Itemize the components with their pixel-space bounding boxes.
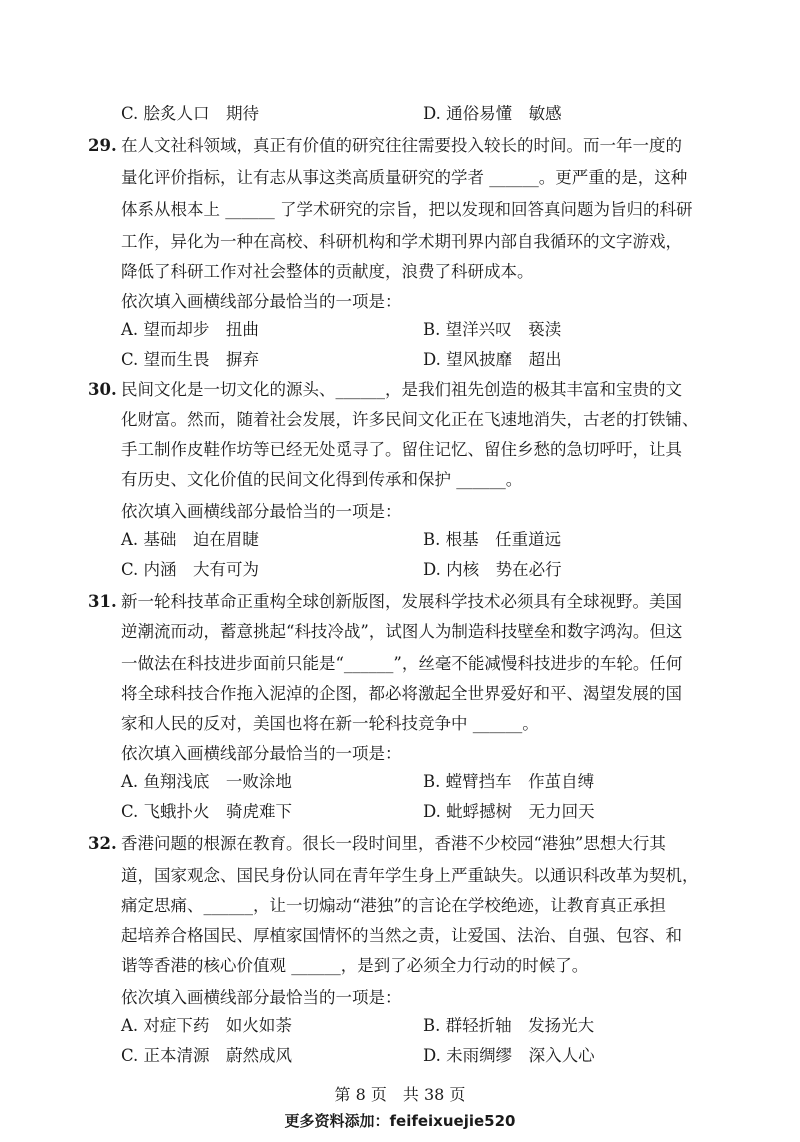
question-31-line: 一做法在科技进步面前只能是“______”，丝毫不能减慢科技进步的车轮。任何: [121, 654, 683, 673]
question-29-line: 体系从根本上 ______ 了学术研究的宗旨，把以发现和回答真问题为旨归的科研: [121, 200, 693, 219]
question-number-31: 31.: [88, 592, 117, 611]
question-29-line: 在人文社科领域，真正有价值的研究往往需要投入较长的时间。而一年一度的: [121, 136, 682, 155]
question-32-line: 道，国家观念、国民身份认同在青年学生身上严重缺失。以通识科改革为契机，: [121, 866, 699, 885]
question-30-option-c: C. 内涵 大有可为: [121, 560, 260, 579]
question-30-line: 有历史、文化价值的民间文化得到传承和保护 ______。: [121, 470, 523, 489]
question-30-line: 化财富。然而，随着社会发展，许多民间文化正在飞速地消失，古老的打铁铺、: [121, 410, 699, 429]
question-31-line: 将全球科技合作拖入泥淖的企图，都必将激起全世界爱好和平、渴望发展的国: [121, 684, 682, 703]
question-32-option-c: C. 正本清源 蔚然成风: [121, 1046, 293, 1065]
question-29-option-c: C. 望而生畏 摒弃: [121, 350, 260, 369]
question-30-option-a: A. 基础 迫在眉睫: [121, 530, 259, 549]
question-30-prompt: 依次填入画横线部分最恰当的一项是：: [121, 502, 402, 521]
question-31-option-b: B. 螳臂挡车 作茧自缚: [423, 772, 595, 791]
question-number-30: 30.: [88, 380, 117, 399]
question-29-prompt: 依次填入画横线部分最恰当的一项是：: [121, 292, 402, 311]
question-31-line: 家和人民的反对，美国也将在新一轮科技竞争中 ______。: [121, 714, 539, 733]
prev-option-d: D. 通俗易懂 敏感: [423, 104, 562, 123]
question-number-32: 32.: [88, 834, 117, 853]
question-30-line: 手工制作皮鞋作坊等已经无处觅寻了。留住记忆、留住乡愁的急切呼吁，让具: [121, 440, 682, 459]
question-number-29: 29.: [88, 136, 117, 155]
question-32-option-b: B. 群轻折轴 发扬光大: [423, 1016, 595, 1035]
question-31-line: 逆潮流而动，蓄意挑起“科技冷战”，试图人为制造科技壁垒和数字鸿沟。但这: [121, 622, 683, 641]
question-30-option-d: D. 内核 势在必行: [423, 560, 562, 579]
question-32-option-a: A. 对症下药 如火如荼: [121, 1016, 292, 1035]
question-32-option-d: D. 未雨绸缪 深入人心: [423, 1046, 595, 1065]
question-32-prompt: 依次填入画横线部分最恰当的一项是：: [121, 988, 402, 1007]
question-29-option-d: D. 望风披靡 超出: [423, 350, 562, 369]
question-30-option-b: B. 根基 任重道远: [423, 530, 562, 549]
question-31-option-d: D. 蚍蜉撼树 无力回天: [423, 802, 595, 821]
question-32-line: 痛定思痛、______，让一切煽动“港独”的言论在学校绝迹，让教育真正承担: [121, 896, 666, 915]
question-32-line: 起培养合格国民、厚植家国情怀的当然之责，让爱国、法治、自强、包容、和: [121, 926, 682, 945]
question-29-line: 工作，异化为一种在高校、科研机构和学术期刊界内部自我循环的文字游戏，: [121, 232, 682, 251]
question-31-option-a: A. 鱼翔浅底 一败涂地: [121, 772, 292, 791]
question-31-prompt: 依次填入画横线部分最恰当的一项是：: [121, 744, 402, 763]
question-31-option-c: C. 飞蛾扑火 骑虎难下: [121, 802, 293, 821]
prev-option-c: C. 脍炙人口 期待: [121, 104, 260, 123]
question-29-option-b: B. 望洋兴叹 亵渎: [423, 320, 562, 339]
question-32-line: 谐等香港的核心价值观 ______，是到了必须全力行动的时候了。: [121, 956, 589, 975]
footer-note: 更多资料添加：feifeixuejie520: [284, 1112, 516, 1130]
page-number: 第 8 页 共 38 页: [334, 1085, 466, 1104]
question-32-line: 香港问题的根源在教育。很长一段时间里，香港不少校园“港独”思想大行其: [121, 834, 666, 853]
question-29-option-a: A. 望而却步 扭曲: [121, 320, 259, 339]
question-29-line: 量化评价指标，让有志从事这类高质量研究的学者 ______。更严重的是，这种: [121, 168, 688, 187]
question-30-line: 民间文化是一切文化的源头、______，是我们祖先创造的极其丰富和宝贵的文: [121, 380, 682, 399]
question-31-line: 新一轮科技革命正重构全球创新版图，发展科学技术必须具有全球视野。美国: [121, 592, 682, 611]
question-29-line: 降低了科研工作对社会整体的贡献度，浪费了科研成本。: [121, 262, 534, 281]
